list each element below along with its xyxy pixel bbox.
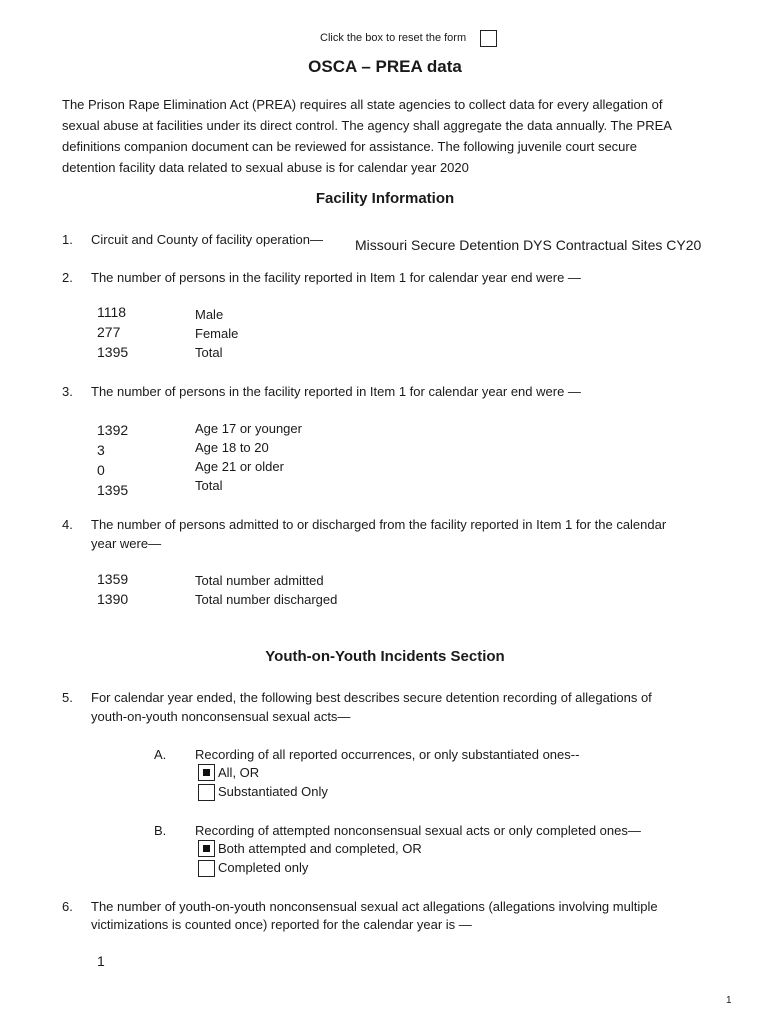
reset-checkbox[interactable] (480, 30, 497, 47)
q3-total-field[interactable]: 1395 (97, 482, 129, 498)
q4-admitted-field[interactable]: 1359 (97, 571, 129, 587)
q2-total-field[interactable]: 1395 (97, 344, 129, 360)
q5b-letter: B. (154, 823, 167, 838)
facility-section-title: Facility Information (315, 190, 455, 207)
intro-line: The Prison Rape Elimination Act (PREA) requires all state agencies to collect data for every allegation of (62, 97, 663, 112)
q4-admitted-label: Total number admitted (195, 573, 324, 588)
q2-female-label: Female (195, 326, 239, 341)
q5a-substantiated-label: Substantiated Only (218, 784, 328, 799)
q1-county-field[interactable]: Missouri Secure Detention DYS Contractual Sites CY20 (355, 237, 702, 253)
q5a-all-label: All, OR (218, 765, 260, 780)
q3-age18-label: Age 18 to 20 (195, 440, 269, 455)
q5b-both-checkbox[interactable] (198, 840, 215, 857)
q2-number: 2. (62, 270, 73, 285)
q2-male-field[interactable]: 1118 (97, 304, 127, 320)
intro-line: definitions companion document can be reviewed for assistance. The following juvenile court secure (62, 139, 637, 154)
q3-age21-field[interactable]: 0 (97, 462, 105, 478)
reset-label: Click the box to reset the form (320, 32, 467, 44)
q2-male-label: Male (195, 307, 224, 322)
q2-text: The number of persons in the facility reported in Item 1 for calendar year end were — (91, 270, 581, 285)
q3-number: 3. (62, 384, 73, 399)
q6-number: 6. (62, 899, 73, 914)
q4-discharged-label: Total number discharged (195, 592, 338, 607)
q5a-prompt: Recording of all reported occurrences, or only substantiated ones-- (195, 747, 580, 762)
q5b-completed-checkbox[interactable] (198, 860, 215, 877)
q5a-substantiated-checkbox[interactable] (198, 784, 215, 801)
q6-allegations-field[interactable]: 1 (97, 953, 105, 969)
youth-section-title: Youth-on-Youth Incidents Section (265, 648, 505, 665)
q3-text: The number of persons in the facility reported in Item 1 for calendar year end were — (91, 384, 581, 399)
q3-age17-field[interactable]: 1392 (97, 422, 129, 438)
intro-line: sexual abuse at facilities under its direct control. The agency shall aggregate the data annually. The PREA (62, 118, 672, 133)
q2-total-label: Total (195, 345, 223, 360)
q4-discharged-field[interactable]: 1390 (97, 591, 129, 607)
q4-number: 4. (62, 517, 73, 532)
page-title: OSCA – PREA data (308, 57, 462, 76)
q4-text-line1: The number of persons admitted to or discharged from the facility reported in Item 1 for the calendar (91, 517, 667, 532)
q5a-all-checkbox[interactable] (198, 764, 215, 781)
q3-total-label: Total (195, 478, 223, 493)
q6-text-line2: victimizations is counted once) reported for the calendar year is — (91, 917, 472, 932)
q3-age18-field[interactable]: 3 (97, 442, 105, 458)
q5b-both-label: Both attempted and completed, OR (218, 841, 422, 856)
intro-line: detention facility data related to sexual abuse is for calendar year 2020 (62, 160, 469, 175)
q3-age17-label: Age 17 or younger (195, 421, 302, 436)
q5a-letter: A. (154, 747, 167, 762)
q5-text-line1: For calendar year ended, the following best describes secure detention recording of allegations of (91, 690, 652, 705)
q3-age21-label: Age 21 or older (195, 459, 284, 474)
q5b-completed-label: Completed only (218, 860, 309, 875)
q1-number: 1. (62, 232, 73, 247)
q2-female-field[interactable]: 277 (97, 324, 121, 340)
q1-text: Circuit and County of facility operation— (91, 232, 323, 247)
q5-number: 5. (62, 690, 73, 705)
q4-text-line2: year were— (91, 536, 162, 551)
reset-row (0, 30, 770, 50)
page-number: 1 (726, 995, 732, 1006)
q5-text-line2: youth-on-youth nonconsensual sexual acts— (91, 709, 351, 724)
q5b-prompt: Recording of attempted nonconsensual sexual acts or only completed ones— (195, 823, 641, 838)
intro-paragraph (62, 94, 722, 178)
q6-text-line1: The number of youth-on-youth nonconsensual sexual act allegations (allegations involving multiple (91, 899, 658, 914)
